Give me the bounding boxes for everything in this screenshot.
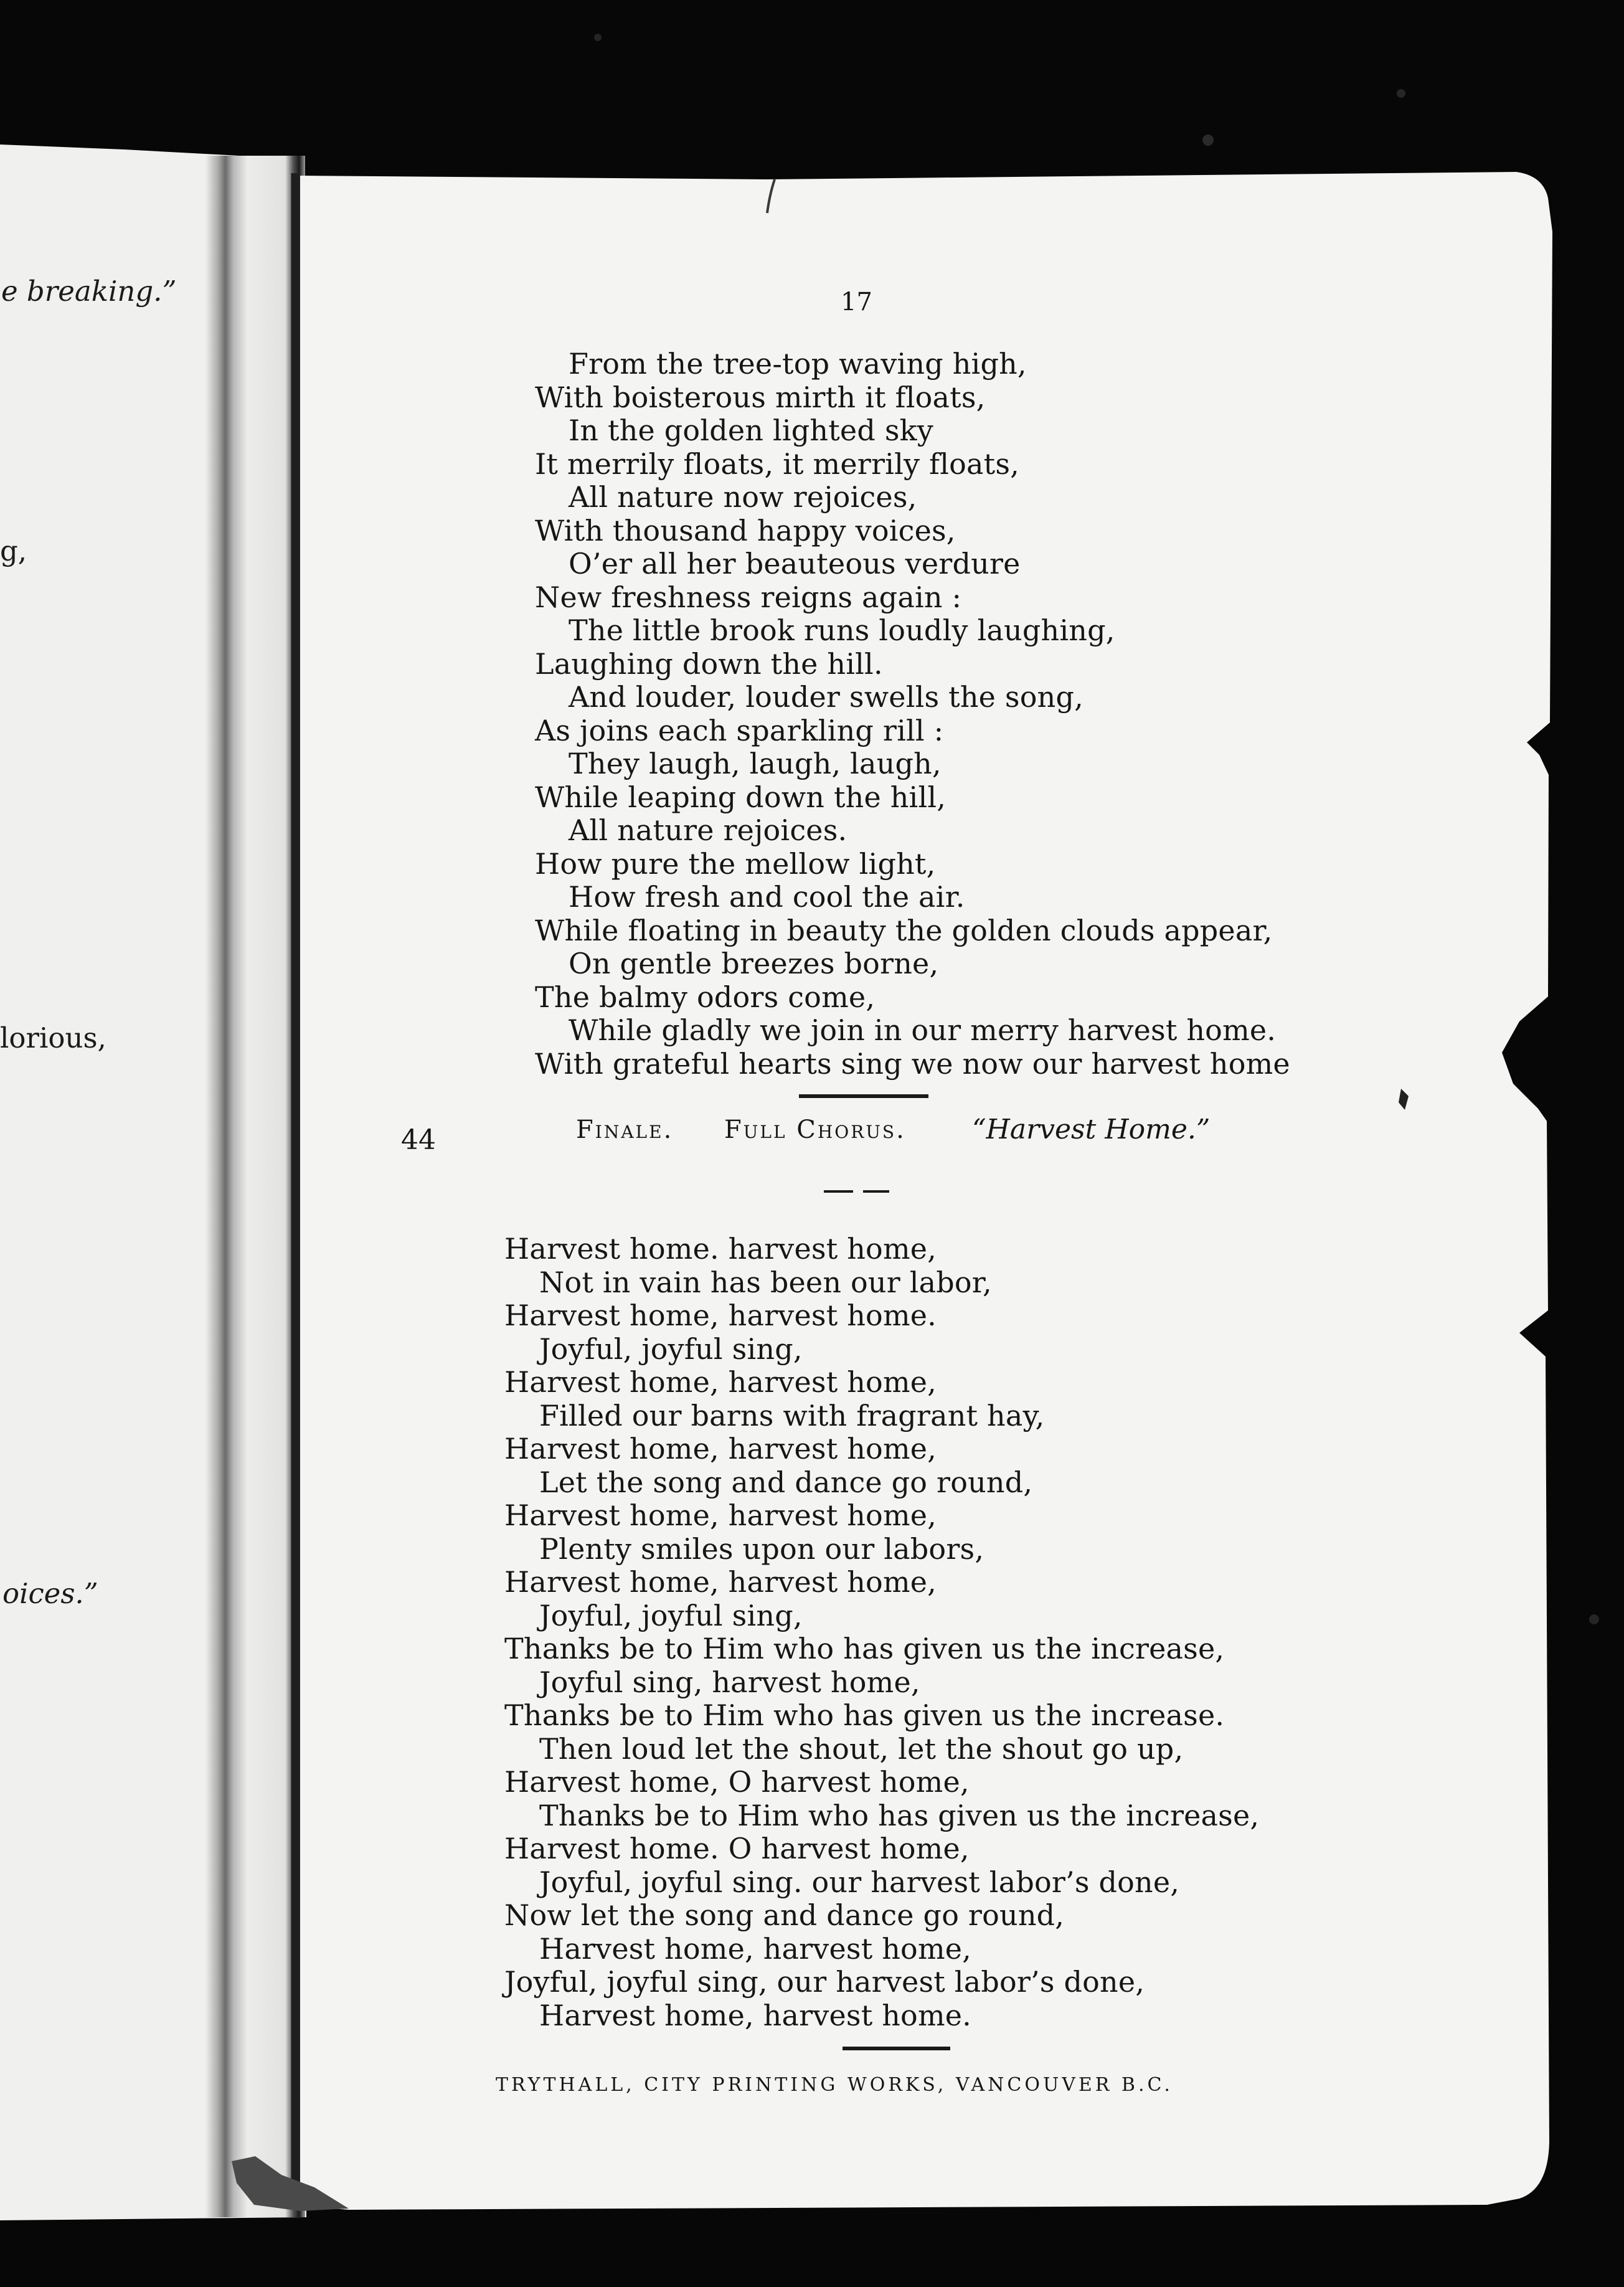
chorus-line: Joyful, joyful sing. our harvest labor’s done, [539,1865,1180,1899]
song-line: While leaping down the hill, [535,780,947,814]
chorus-line: Harvest home, harvest home, [504,1565,937,1599]
chorus-line: Then loud let the shout, let the shout go up, [539,1731,1184,1766]
left-page-fragment: g, [0,534,27,567]
section-divider [799,1094,928,1098]
song-line: New freshness reigns again : [535,580,962,614]
chorus-line: Thanks be to Him who has given us the increase, [539,1798,1260,1832]
song-line: It merrily floats, it merrily floats, [535,447,1019,481]
printer-imprint: TRYTHALL, CITY PRINTING WORKS, VANCOUVER B.C. [496,2074,1173,2096]
song-line: All nature rejoices. [569,813,847,847]
song-line: With thousand happy voices, [535,513,956,547]
chorus-line: Joyful, joyful sing, [539,1598,803,1632]
song-line: In the golden lighted sky [569,414,933,447]
short-rule [824,1190,853,1193]
page-number: 17 [841,288,872,316]
left-page-fragment: oices.” [2,1577,98,1610]
chorus-line: Not in vain has been our labor, [539,1265,992,1299]
chorus-line: Joyful sing, harvest home, [539,1665,920,1699]
song-stanza [535,348,1290,1081]
scan-speck [1397,89,1405,98]
binding-gutter [205,156,305,2217]
song-line: The little brook runs loudly laughing, [569,613,1115,647]
song-line: As joins each sparkling rill : [535,713,944,747]
song-line: How fresh and cool the air. [569,880,965,914]
scan-speck [1202,135,1214,146]
chorus-line: Harvest home, harvest home. [539,1998,972,2032]
chorus-label: Full Chorus. [724,1115,906,1144]
song-line: The balmy odors come, [535,980,876,1014]
song-line: With boisterous mirth it floats, [535,380,986,414]
song-line: All nature now rejoices, [569,480,917,514]
chorus-line: Let the song and dance go round, [539,1465,1033,1499]
song-line: On gentle breezes borne, [569,947,939,980]
finale-title: “Harvest Home.” [972,1114,1211,1145]
left-page-fragment: lorious, [0,1021,106,1054]
chorus-line: Harvest home, O harvest home, [504,1765,970,1799]
song-line: With grateful hearts sing we now our harvest home [535,1046,1290,1081]
section-divider [843,2047,950,2050]
scan-speck [1589,1614,1599,1624]
song-line: From the tree-top waving high, [569,347,1027,381]
chorus-line: Thanks be to Him who has given us the increase. [504,1698,1225,1732]
chorus-line: Filled our barns with fragrant hay, [539,1398,1045,1432]
finale-label: Finale. [576,1115,674,1144]
song-line: While floating in beauty the golden clouds appear, [535,913,1273,947]
scan-speck [594,34,602,41]
chorus-line: Harvest home, harvest home, [504,1365,937,1399]
short-rule [863,1190,889,1193]
chorus-line: Now let the song and dance go round, [504,1898,1065,1932]
chorus-line: Harvest home, harvest home, [504,1499,937,1532]
song-line: And louder, louder swells the song, [569,680,1083,714]
left-page-fragment: e breaking.” [1,275,177,308]
chorus-line: Harvest home, harvest home, [539,1931,972,1966]
song-line: Laughing down the hill. [535,646,883,681]
finale-chorus [504,1233,1259,2032]
chorus-line: Harvest home. O harvest home, [504,1832,970,1865]
song-line: O’er all her beauteous verdure [569,547,1021,580]
chorus-line: Plenty smiles upon our labors, [539,1532,984,1566]
song-line: They laugh, laugh, laugh, [569,747,942,780]
song-line: While gladly we join in our merry harvest home. [569,1013,1277,1047]
chorus-line: Harvest home. harvest home, [504,1232,937,1266]
chorus-line: Thanks be to Him who has given us the increase, [504,1632,1225,1665]
chorus-line: Harvest home, harvest home, [504,1432,937,1465]
song-line: How pure the mellow light, [535,846,936,881]
chorus-line: Joyful, joyful sing, our harvest labor’s done, [504,1965,1145,1999]
margin-number: 44 [401,1124,436,1156]
chorus-line: Harvest home, harvest home. [504,1299,937,1332]
chorus-line: Joyful, joyful sing, [539,1332,803,1366]
